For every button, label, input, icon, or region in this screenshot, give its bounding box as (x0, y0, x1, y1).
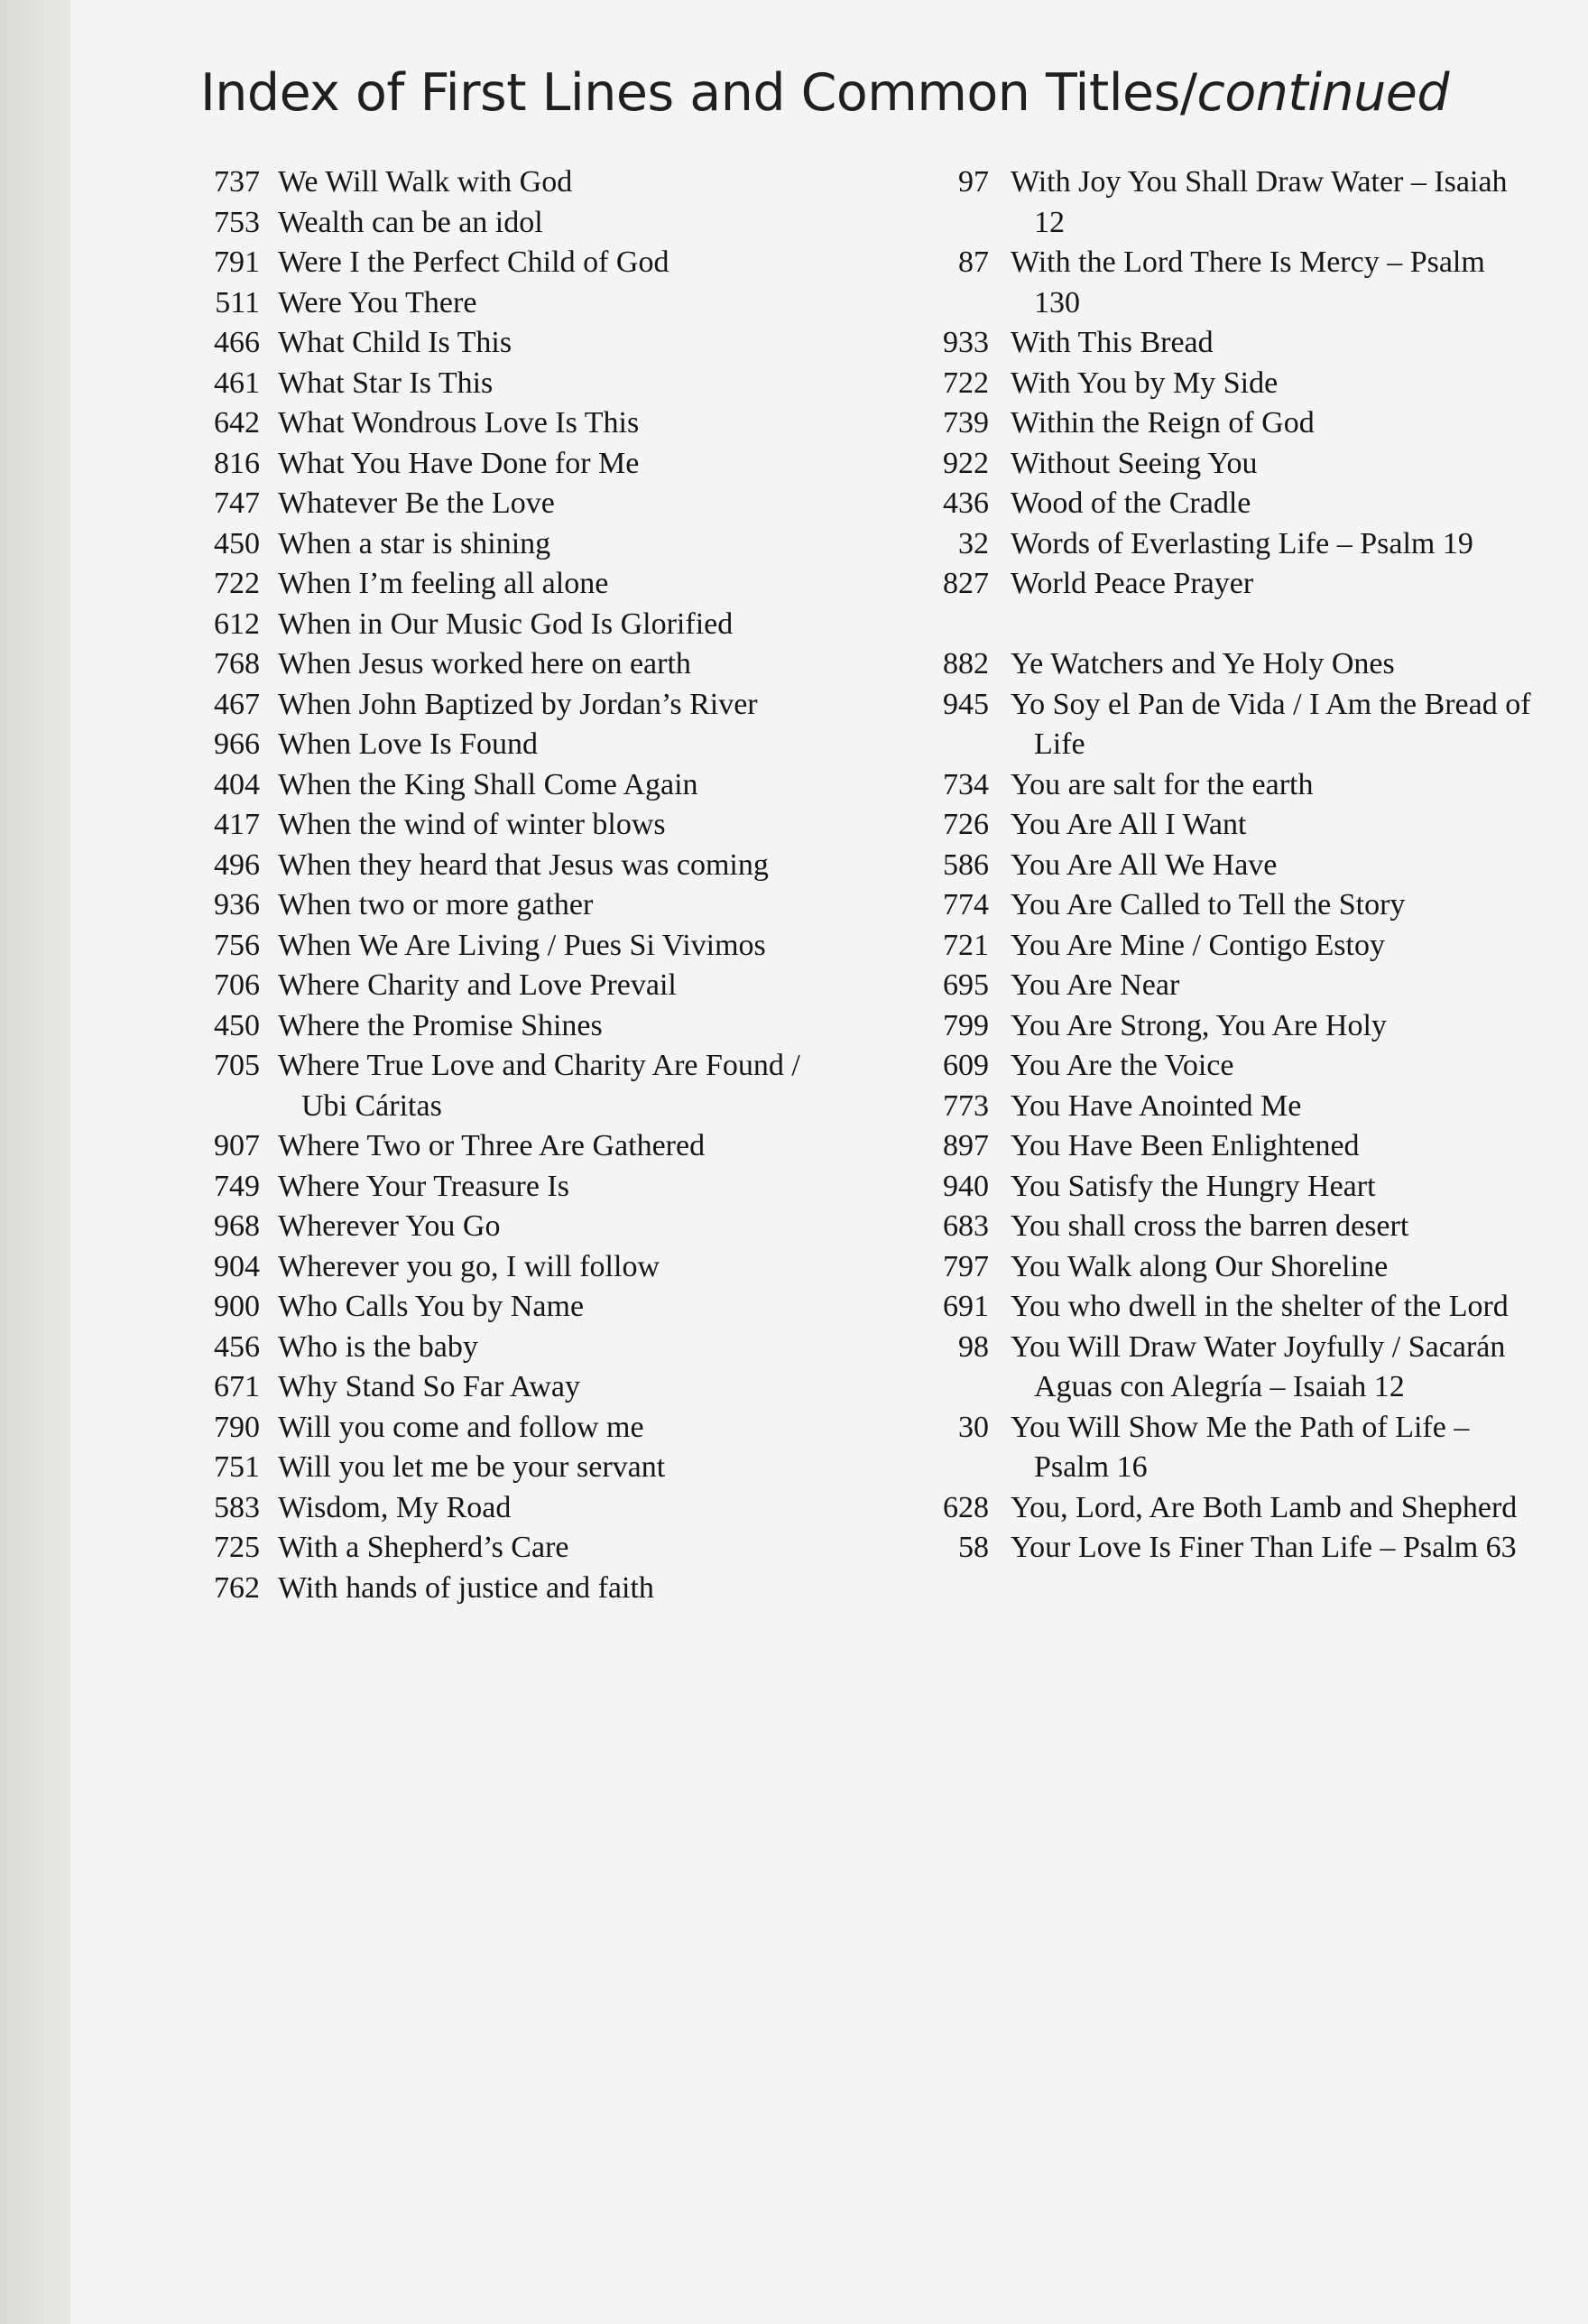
hymn-number: 882 (943, 647, 989, 681)
hymn-number: 695 (943, 968, 989, 1002)
first-line-title: Whatever Be the Love (278, 486, 555, 520)
first-line-title: You who dwell in the shelter of the Lord (1011, 1290, 1509, 1323)
hymn-number: 968 (214, 1209, 260, 1243)
first-line-title: You Have Anointed Me (1011, 1088, 1302, 1123)
index-entry (200, 1448, 823, 1488)
first-line-title: Why Stand So Far Away (278, 1370, 580, 1403)
index-entry (200, 564, 823, 605)
title-suffix: continued (1196, 63, 1450, 123)
first-line-title: What Wondrous Love Is This (278, 406, 640, 440)
index-entry (902, 1167, 1534, 1208)
hymn-number: 945 (943, 687, 989, 721)
first-line-title: What Child Is This (278, 326, 512, 359)
index-entry (902, 1207, 1534, 1247)
index-entry (200, 1408, 823, 1449)
hymn-number: 897 (943, 1129, 989, 1162)
hymn-number: 940 (943, 1169, 989, 1203)
hymn-number: 612 (214, 606, 260, 641)
index-entry (902, 564, 1534, 605)
first-line-title: You Have Been Enlightened (1011, 1129, 1360, 1162)
first-line-title: Were You There (278, 285, 477, 319)
index-entry (200, 1569, 823, 1609)
hymn-number: 683 (943, 1209, 989, 1243)
index-entry (902, 1528, 1534, 1569)
first-line-title: You Will Show Me the Path of Life – Psalm 16 (1011, 1410, 1470, 1484)
index-entry (200, 1046, 823, 1126)
first-line-title: You Satisfy the Hungry Heart (1011, 1169, 1376, 1203)
hymn-number: 467 (214, 687, 260, 721)
first-line-title: Who Calls You by Name (278, 1290, 585, 1323)
first-line-title: When in Our Music God Is Glorified (278, 606, 734, 641)
hymn-number: 722 (214, 567, 260, 600)
hymn-number: 456 (214, 1329, 260, 1364)
first-line-title: When Love Is Found (278, 727, 539, 761)
hymn-number: 737 (214, 165, 260, 199)
index-entry (902, 1247, 1534, 1288)
index-entry (200, 444, 823, 485)
index-entry (902, 1087, 1534, 1127)
hymn-number: 30 (958, 1410, 989, 1444)
index-entry (200, 203, 823, 244)
hymn-number: 756 (214, 928, 260, 962)
hymn-number: 87 (958, 245, 989, 279)
first-line-title: What You Have Done for Me (278, 446, 640, 480)
index-entry (200, 1006, 823, 1047)
first-line-title: With Joy You Shall Draw Water – Isaiah 12 (1011, 165, 1508, 239)
hymn-number: 904 (214, 1249, 260, 1283)
first-line-title: When I’m feeling all alone (278, 567, 609, 600)
index-entry (200, 283, 823, 324)
hymn-number: 721 (943, 928, 989, 962)
hymn-number: 753 (214, 205, 260, 239)
hymn-number: 511 (215, 285, 260, 319)
hymn-number: 725 (214, 1531, 260, 1564)
hymn-number: 609 (943, 1049, 989, 1082)
hymn-number: 774 (943, 888, 989, 921)
page-title (200, 63, 1518, 123)
hymn-number: 726 (943, 808, 989, 841)
index-column-left (200, 162, 823, 1608)
index-entry (200, 644, 823, 685)
first-line-title: With hands of justice and faith (278, 1570, 654, 1605)
first-line-title: Where Two or Three Are Gathered (278, 1129, 706, 1162)
first-line-title: You Are Near (1011, 968, 1180, 1002)
first-line-title: With You by My Side (1011, 366, 1279, 400)
index-entry (902, 1488, 1534, 1529)
first-line-title: When the wind of winter blows (278, 808, 666, 841)
index-entry (902, 403, 1534, 444)
hymn-number: 762 (214, 1570, 260, 1605)
first-line-title: You, Lord, Are Both Lamb and Shepherd (1011, 1490, 1518, 1524)
first-line-title: We Will Walk with God (278, 165, 573, 199)
index-entry (902, 1328, 1534, 1408)
hymn-number: 900 (214, 1290, 260, 1323)
first-line-title: What Star Is This (278, 366, 494, 400)
index-entry (200, 1488, 823, 1529)
hymn-number: 747 (214, 486, 260, 520)
hymn-number: 706 (214, 968, 260, 1002)
first-line-title: You Are All We Have (1011, 847, 1278, 882)
index-entry (902, 644, 1534, 685)
first-line-title: Where Charity and Love Prevail (278, 968, 677, 1002)
first-line-title: When a star is shining (278, 526, 551, 560)
first-line-title: You Are All I Want (1011, 808, 1247, 841)
first-line-title: When the King Shall Come Again (278, 767, 698, 801)
index-entry (200, 1167, 823, 1208)
hymn-number: 97 (958, 165, 989, 199)
first-line-title: Were I the Perfect Child of God (278, 245, 669, 279)
hymn-number: 628 (943, 1490, 989, 1524)
index-entry (200, 162, 823, 203)
first-line-title: You Are the Voice (1011, 1049, 1234, 1082)
hymn-number: 922 (943, 446, 989, 480)
hymn-number: 722 (943, 366, 989, 400)
hymn-number: 816 (214, 446, 260, 480)
index-entry (200, 725, 823, 765)
page-spine-shadow (0, 0, 70, 2324)
first-line-title: When We Are Living / Pues Si Vivimos (278, 928, 766, 962)
index-column-right (902, 162, 1534, 1569)
first-line-title: Wherever you go, I will follow (278, 1249, 660, 1283)
index-entry (200, 403, 823, 444)
hymn-number: 32 (958, 526, 989, 560)
index-entry (902, 885, 1534, 926)
hymn-number: 705 (214, 1049, 260, 1082)
index-entry (902, 926, 1534, 967)
index-entry (902, 966, 1534, 1006)
hymn-number: 749 (214, 1169, 260, 1203)
hymn-number: 827 (943, 567, 989, 600)
first-line-title: Wisdom, My Road (278, 1490, 512, 1524)
hymn-number: 739 (943, 406, 989, 440)
index-entry (200, 243, 823, 283)
index-entry (200, 1328, 823, 1368)
index-entry (902, 1287, 1534, 1328)
first-line-title: Where Your Treasure Is (278, 1169, 569, 1203)
first-line-title: Without Seeing You (1011, 446, 1258, 480)
hymn-number: 799 (943, 1008, 989, 1042)
index-entry (200, 1528, 823, 1569)
first-line-title: Your Love Is Finer Than Life – Psalm 63 (1011, 1531, 1517, 1564)
first-line-title: World Peace Prayer (1011, 567, 1254, 600)
hymn-number: 966 (214, 727, 260, 761)
first-line-title: You are salt for the earth (1011, 767, 1314, 801)
first-line-title: When two or more gather (278, 888, 594, 921)
index-entry (902, 1408, 1534, 1488)
hymn-number: 734 (943, 767, 989, 801)
index-entry (200, 885, 823, 926)
hymn-number: 586 (943, 847, 989, 882)
index-entry (200, 685, 823, 726)
index-entry (200, 765, 823, 806)
index-entry (902, 484, 1534, 524)
index-entry (200, 846, 823, 886)
first-line-title: You Will Draw Water Joyfully / Sacarán Aguas con Alegría – Isaiah 12 (1011, 1329, 1506, 1403)
first-line-title: With a Shepherd’s Care (278, 1531, 569, 1564)
hymn-number: 436 (943, 486, 989, 520)
index-entry (200, 1287, 823, 1328)
hymn-number: 450 (214, 526, 260, 560)
first-line-title: Wealth can be an idol (278, 205, 543, 239)
hymn-number: 791 (214, 245, 260, 279)
section-gap (902, 605, 1534, 645)
first-line-title: When John Baptized by Jordan’s River (278, 687, 758, 721)
index-entry (902, 846, 1534, 886)
title-main: Index of First Lines and Common Titles/ (200, 63, 1197, 123)
hymn-number: 583 (214, 1490, 260, 1524)
hymn-number: 58 (958, 1531, 989, 1564)
index-entry (200, 1207, 823, 1247)
hymn-number: 417 (214, 808, 260, 841)
index-entry (902, 444, 1534, 485)
hymn-number: 496 (214, 847, 260, 882)
index-entry (200, 364, 823, 404)
index-entry (902, 1046, 1534, 1087)
hymn-number: 466 (214, 326, 260, 359)
index-entry (200, 1247, 823, 1288)
first-line-title: You Are Called to Tell the Story (1011, 888, 1406, 921)
first-line-title: Where the Promise Shines (278, 1008, 603, 1042)
index-entry (902, 162, 1534, 243)
index-entry (200, 524, 823, 565)
hymn-number: 933 (943, 326, 989, 359)
index-entry (200, 323, 823, 364)
hymn-number: 751 (214, 1450, 260, 1484)
hymn-number: 907 (214, 1129, 260, 1162)
first-line-title: Who is the baby (278, 1329, 478, 1364)
index-entry (902, 765, 1534, 806)
index-entry (902, 524, 1534, 565)
index-entry (902, 364, 1534, 404)
hymn-number: 642 (214, 406, 260, 440)
index-entry (200, 605, 823, 645)
first-line-title: Within the Reign of God (1011, 406, 1315, 440)
hymn-number: 404 (214, 767, 260, 801)
first-line-title: With the Lord There Is Mercy – Psalm 130 (1011, 245, 1485, 319)
first-line-title: Yo Soy el Pan de Vida / I Am the Bread of Life (1011, 687, 1531, 761)
hymn-number: 691 (943, 1290, 989, 1323)
first-line-title: Wherever You Go (278, 1209, 501, 1243)
index-entry (200, 966, 823, 1006)
first-line-title: Where True Love and Charity Are Found / Ubi Cáritas (278, 1049, 800, 1123)
index-entry (902, 685, 1534, 765)
index-entry (902, 1006, 1534, 1047)
hymn-number: 450 (214, 1008, 260, 1042)
first-line-title: You Walk along Our Shoreline (1011, 1249, 1389, 1283)
hymn-number: 797 (943, 1249, 989, 1283)
first-line-title: You Are Strong, You Are Holy (1011, 1008, 1387, 1042)
hymn-number: 936 (214, 888, 260, 921)
hymn-number: 98 (958, 1329, 989, 1364)
index-entry (902, 1126, 1534, 1167)
index-entry (902, 243, 1534, 323)
index-entry (200, 805, 823, 846)
index-entry (200, 484, 823, 524)
index-entry (902, 323, 1534, 364)
first-line-title: Ye Watchers and Ye Holy Ones (1011, 647, 1395, 681)
first-line-title: Wood of the Cradle (1011, 486, 1251, 520)
first-line-title: You shall cross the barren desert (1011, 1209, 1409, 1243)
index-entry (902, 805, 1534, 846)
hymn-number: 773 (943, 1088, 989, 1123)
hymn-number: 671 (214, 1370, 260, 1403)
hymn-number: 768 (214, 647, 260, 681)
first-line-title: Will you come and follow me (278, 1410, 644, 1444)
first-line-title: With This Bread (1011, 326, 1214, 359)
first-line-title: When they heard that Jesus was coming (278, 847, 769, 882)
first-line-title: Will you let me be your servant (278, 1450, 666, 1484)
hymn-number: 790 (214, 1410, 260, 1444)
index-entry (200, 926, 823, 967)
index-entry (200, 1367, 823, 1408)
first-line-title: Words of Everlasting Life – Psalm 19 (1011, 526, 1473, 560)
first-line-title: When Jesus worked here on earth (278, 647, 691, 681)
hymn-number: 461 (214, 366, 260, 400)
index-entry (200, 1126, 823, 1167)
first-line-title: You Are Mine / Contigo Estoy (1011, 928, 1385, 962)
